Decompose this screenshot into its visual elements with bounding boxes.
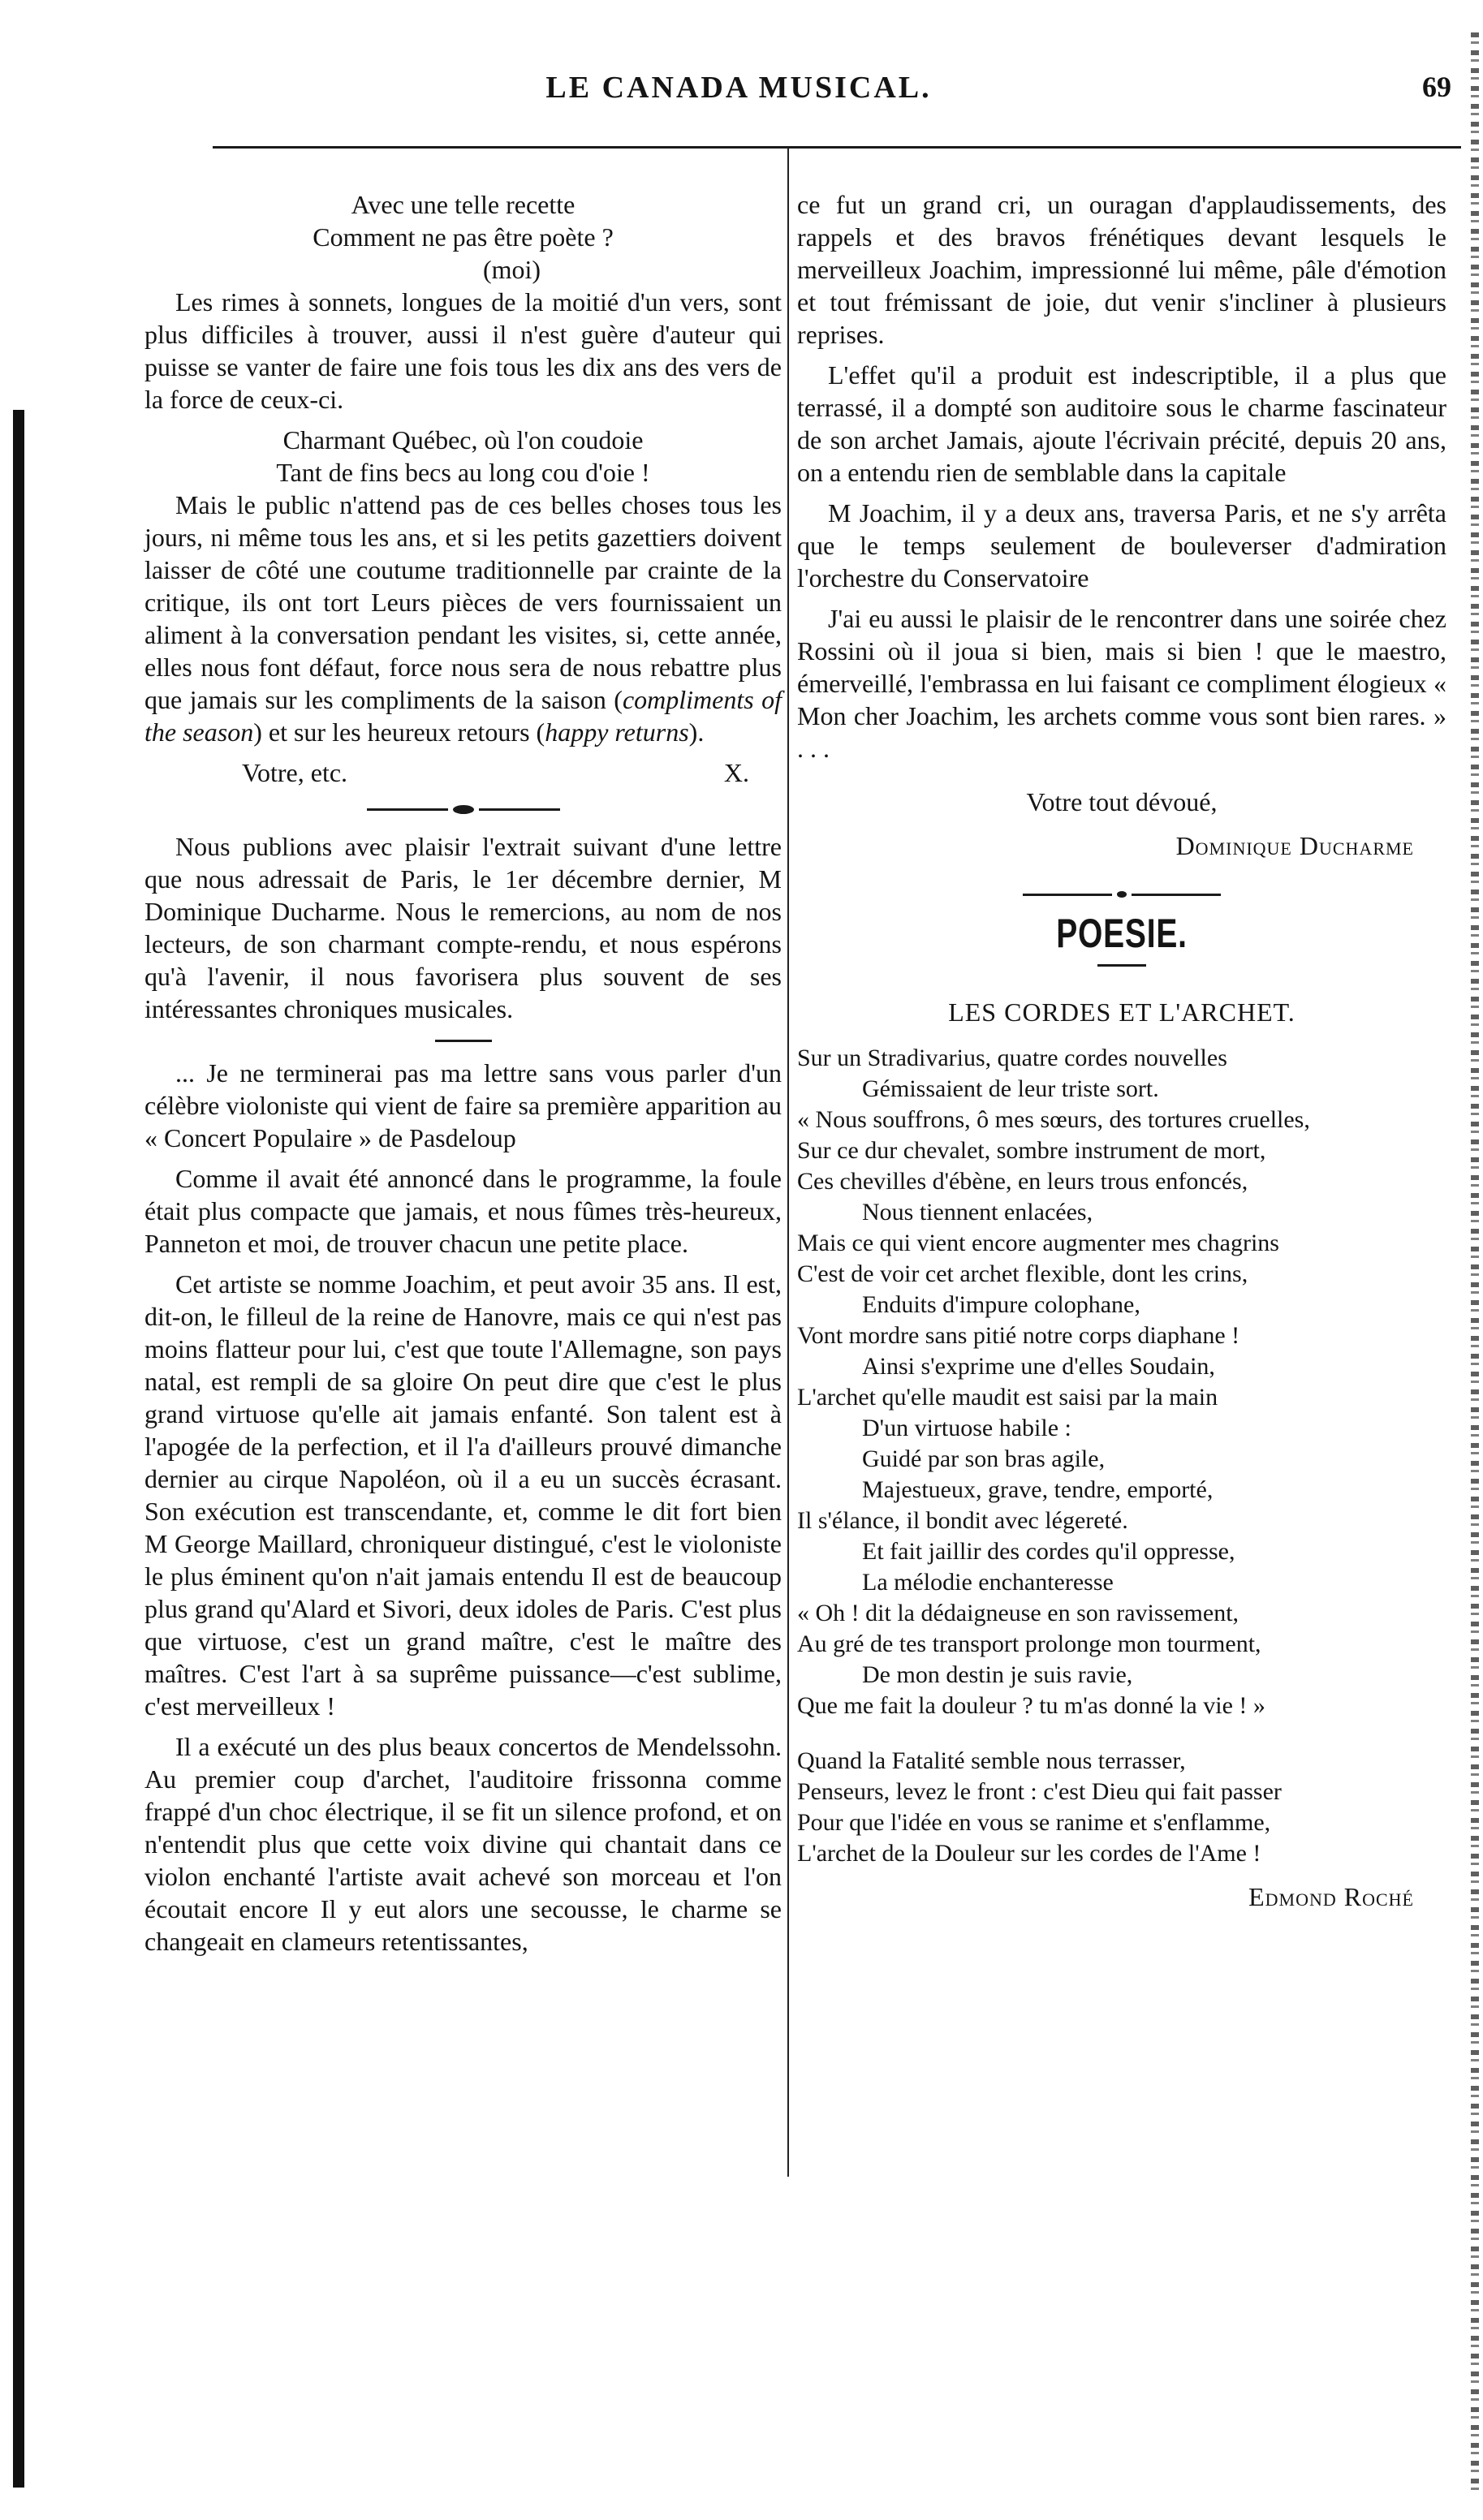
paragraph: Cet artiste se nomme Joachim, et peut avoir 35 ans. Il est, dit-on, le filleul de la reine de Hanovre, mais ce qui n'est pas moins flatteur pour lui, c'est que toute l'Allemagne, son pays natal, est rempli de sa gloire On peut dire que c'est le plus grand virtuose qu'elle ait jamais enfanté. Son talent est à l'apogée de la perfection, et il l'a d'ailleurs prouvé dimanche dernier au cirque Napoléon, où il a eu un succès écrasant. Son exécution est transcendante, et, comme le dit fort bien M George Maillard, chroniqueur distingué, c'est le violoniste le plus éminent qu'on n'ait jamais entendu Il est de beaucoup plus grand qu'Alard et Sivori, deux idoles de Paris. C'est plus que virtuose, c'est un grand maître, c'est le maître des maîtres. C'est l'art à sa suprême puissance—c'est sublime, c'est merveilleux ! [144,1269,782,1721]
verse-line: Avec une telle recette [351,190,576,219]
poem-line: Guidé par son bras agile, [862,1445,1106,1472]
poem-line: Ainsi s'exprime une d'elles Soudain, [862,1353,1215,1380]
poet-signature: Edmond Roché [1248,1882,1414,1911]
poem-line: Majestueux, grave, tendre, emporté, [862,1476,1214,1503]
poem-line: C'est de voir cet archet flexible, dont les crins, [797,1260,1248,1287]
page-title: LE CANADA MUSICAL. [545,71,932,105]
column-divider [787,148,789,2177]
poem-line: Pour que l'idée en vous se ranime et s'enflamme, [797,1809,1271,1836]
paragraph: Il a exécuté un des plus beaux concertos de Mendelssohn. Au premier coup d'archet, l'auditoire frissonna comme frappé d'un choc électrique, il se fit un silence profond, et on n'entendit plus que cette voix divine qui chantait dans ce violon enchanté l'artiste avait achevé son morceau et l'on écoutait encore Il y eut alors une secousse, le charme se changeait en clameurs retentissantes, [144,1732,782,1956]
signoff-text: Votre, etc. [242,758,348,787]
verse-attribution: (moi) [482,255,541,284]
section-heading: POESIE. [1056,911,1188,956]
paragraph: Nous publions avec plaisir l'extrait suivant d'une lettre que nous adressait de Paris, le 1er décembre dernier, M Dominique Ducharme. Nous le remercions, au nom de nos lecteurs, de son charmant compte-rendu, et nous espérons qu'à l'avenir, il nous favorisera plus souvent de ses intéressantes chroniques musicales. [144,832,782,1023]
paragraph: J'ai eu aussi le plaisir de le rencontrer dans une soirée chez Rossini où il joua si bien, mais si bien ! que le maestro, émerveillé, l'embrassa en lui faisant ce compliment élogieux « Mon cher Joachim, les archets comme vous sont bien rares. » . . . [797,604,1446,763]
poem-line: Enduits d'impure colophane, [862,1291,1140,1318]
author-signature: Dominique Ducharme [1175,831,1414,860]
poem-line: D'un virtuose habile : [862,1415,1071,1441]
poem-line: Ces chevilles d'ébène, en leurs trous enfoncés, [797,1168,1248,1195]
paragraph: ce fut un grand cri, un ouragan d'applaudissements, des rappels et des bravos frénétiques devant lesquels le merveilleux Joachim, impressionné lui même, pâle d'émotion et tout frémissant de joie, dut venir s'incliner à plusieurs reprises. [797,190,1446,349]
verse-line: Tant de fins becs au long cou d'oie ! [276,458,650,487]
poem-line: Nous tiennent enlacées, [862,1199,1093,1226]
poem-line: La mélodie enchanteresse [862,1569,1114,1596]
paragraph: Mais le public n'attend pas de ces belles choses tous les jours, ni même tous les ans, et si les petits gazettiers doivent laisser de côté une coutume traditionnelle par crainte de la critique, ils ont tort Leurs pièces de vers fournissaient un aliment à la conversation pendant les visites, si, cette année, elles nous font défaut, force nous sera de nous rebattre plus que jamais sur les compliments de la saison (compliments of the season) et sur les heureux retours (happy returns). [144,490,782,747]
poem [797,1043,1446,1869]
page-number: 69 [1422,71,1451,103]
poem-line: « Nous souffrons, ô mes sœurs, des tortures cruelles, [797,1106,1310,1133]
paragraph: Les rimes à sonnets, longues de la moitié d'un vers, sont plus difficiles à trouver, aussi il n'est guère d'auteur qui puisse se vanter de faire une fois tous les dix ans des vers de la force de ceux-ci. [144,287,782,414]
scan-edge-right [1471,32,1479,2492]
ornament-divider [144,805,782,814]
paragraph: M Joachim, il y a deux ans, traversa Paris, et ne s'y arrêta que le temps seulement de bouleverser d'admiration l'orchestre du Conservatoire [797,498,1446,592]
verse-line: Charmant Québec, où l'on coudoie [282,425,644,454]
poem-line: Vont mordre sans pitié notre corps diaphane ! [797,1322,1240,1349]
poem-line: Sur ce dur chevalet, sombre instrument de mort, [797,1137,1266,1164]
header-rule [213,146,1461,149]
poem-line: De mon destin je suis ravie, [862,1661,1133,1688]
poem-line: Que me fait la douleur ? tu m'as donné la vie ! » [797,1692,1265,1719]
poem-line: Au gré de tes transport prolonge mon tourment, [797,1630,1261,1657]
poem-line: Il s'élance, il bondit avec légereté. [797,1507,1128,1534]
signature-initial: X. [723,758,749,787]
poem-title: LES CORDES ET L'ARCHET. [948,997,1295,1027]
short-rule [1097,964,1146,967]
signoff [144,756,782,789]
verse-line: Comment ne pas être poète ? [313,222,614,252]
quebec-verse [144,424,782,489]
opening-verse [144,188,782,286]
ornament-divider [797,891,1446,898]
poem-line: Quand la Fatalité semble nous terrasser, [797,1747,1186,1774]
poem-line: Et fait jaillir des cordes qu'il oppresse, [862,1538,1235,1565]
poem-line: L'archet qu'elle maudit est saisi par la main [797,1384,1218,1411]
paragraph: L'effet qu'il a produit est indescriptible, il a plus que terrassé, il a dompté son auditoire sous le charme fascinateur de son archet Jamais, ajoute l'écrivain précité, depuis 20 ans, on a entendu rien de semblable dans la capitale [797,360,1446,487]
scan-edge-left [13,410,24,2488]
poem-line: L'archet de la Douleur sur les cordes de l'Ame ! [797,1840,1261,1867]
paragraph: ... Je ne terminerai pas ma lettre sans vous parler d'un célèbre violoniste qui vient de faire sa première apparition au « Concert Populaire » de Pasdeloup [144,1058,782,1152]
poem-line: Penseurs, levez le front : c'est Dieu qui fait passer [797,1778,1282,1805]
left-column [144,188,782,1966]
short-rule [435,1040,492,1042]
poem-line: Sur un Stradivarius, quatre cordes nouvelles [797,1045,1227,1071]
poem-line: « Oh ! dit la dédaigneuse en son ravissement, [797,1600,1239,1626]
paragraph: Comme il avait été annoncé dans le programme, la foule était plus compacte que jamais, et nous fûmes très-heureux, Panneton et moi, de trouver chacun une petite place. [144,1164,782,1258]
poem-line: Gémissaient de leur triste sort. [862,1075,1159,1102]
right-column [797,188,1446,1913]
closing: Votre tout dévoué, [1026,787,1218,816]
poem-line: Mais ce qui vient encore augmenter mes chagrins [797,1230,1279,1256]
